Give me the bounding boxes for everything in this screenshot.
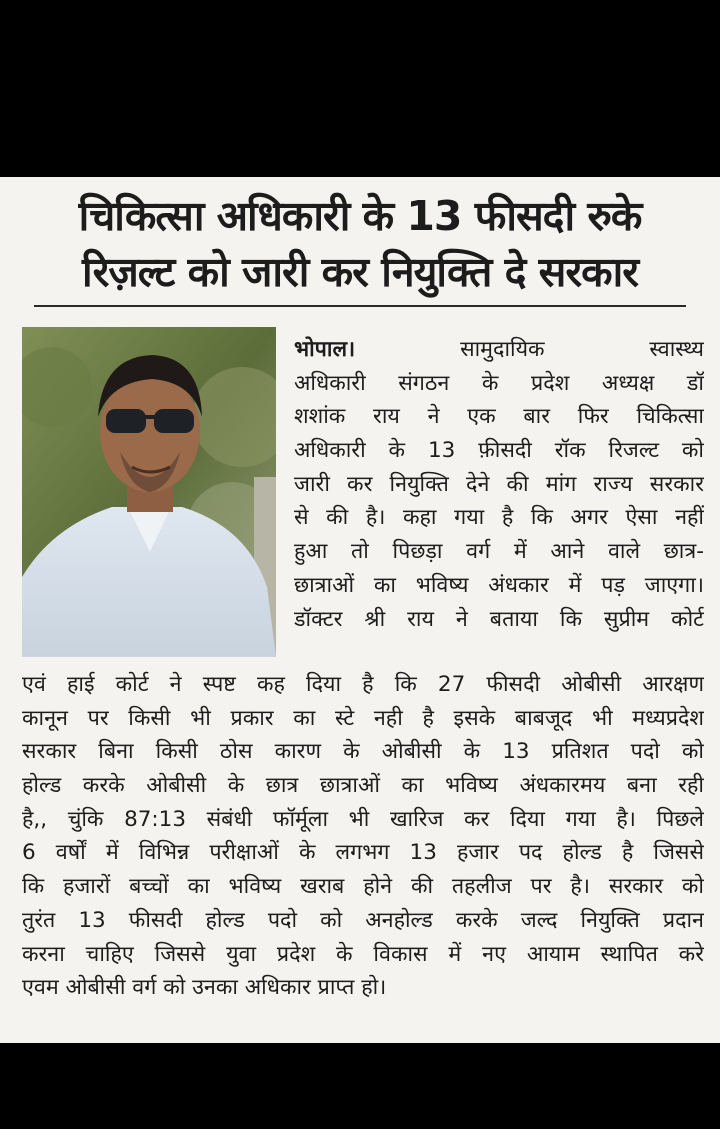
text-line: छात्राओं का भविष्य अंधकार में पड़ जाएगा। [294, 572, 704, 598]
text-line: कि हजारों बच्चों का भविष्य खराब होने की तहलीज पर है। सरकार को [22, 874, 704, 900]
article-column-text [294, 333, 704, 636]
text-line: करना चाहिए जिससे युवा प्रदेश के विकास में नए आयाम स्थापित करे [22, 941, 704, 967]
text-line: शशांक राय ने एक बार फिर चिकित्सा [294, 404, 704, 430]
text-line: एवम ओबीसी वर्ग को उनका अधिकार प्राप्त हो। [22, 975, 387, 1001]
newspaper-clipping [0, 177, 720, 1043]
headline-line-1: चिकित्सा अधिकारी के 13 फीसदी रुके [78, 192, 642, 240]
text-line: कानून पर किसी भी प्रकार का स्टे नही है इसके बाबजूद भी मध्यप्रदेश [22, 705, 704, 731]
text-line: एवं हाई कोर्ट ने स्पष्ट कह दिया है कि 27 फीसदी ओबीसी आरक्षण [22, 672, 704, 697]
text-line: सरकार बिना किसी ठोस कारण के ओबीसी के 13 प्रतिशत पदो को [22, 739, 704, 765]
text-line: से की है। कहा गया है कि अगर ऐसा नहीं [294, 505, 704, 531]
text-line: भोपाल। सामुदायिक स्वास्थ्य [294, 337, 704, 362]
text-line: जारी कर नियुक्ति देने की मांग राज्य सरकार [294, 471, 704, 497]
text-line: होल्ड करके ओबीसी के छात्र छात्राओं का भविष्य अंधकारमय बना रही [22, 773, 704, 799]
dateline: भोपाल। [294, 337, 356, 362]
article-body-text [22, 668, 704, 1005]
text-line: अधिकारी के 13 फ़ीसदी रॉक रिजल्ट को [294, 438, 704, 464]
text-line: अधिकारी संगठन के प्रदेश अध्यक्ष डॉ [294, 370, 704, 396]
text-line: है,, चुंकि 87:13 संबंधी फॉर्मूला भी खारिज कर दिया गया है। पिछले [22, 806, 704, 832]
portrait-photo [22, 327, 276, 657]
text-line: तुरंत 13 फीसदी होल्ड पदो को अनहोल्ड करके जल्द नियुक्ति प्रदान [22, 907, 704, 933]
text-line: डॉक्टर श्री राय ने बताया कि सुप्रीम कोर्ट [294, 606, 704, 632]
text-line: 6 वर्षों में विभिन्न परीक्षाओं के लगभग 13 हजार पद होल्ड है जिससे [22, 840, 704, 866]
headline-line-2: रिज़ल्ट को जारी कर नियुक्ति दे सरकार [81, 248, 639, 296]
headline-underline [34, 305, 686, 307]
text-line: हुआ तो पिछड़ा वर्ग में आने वाले छात्र- [294, 539, 704, 565]
